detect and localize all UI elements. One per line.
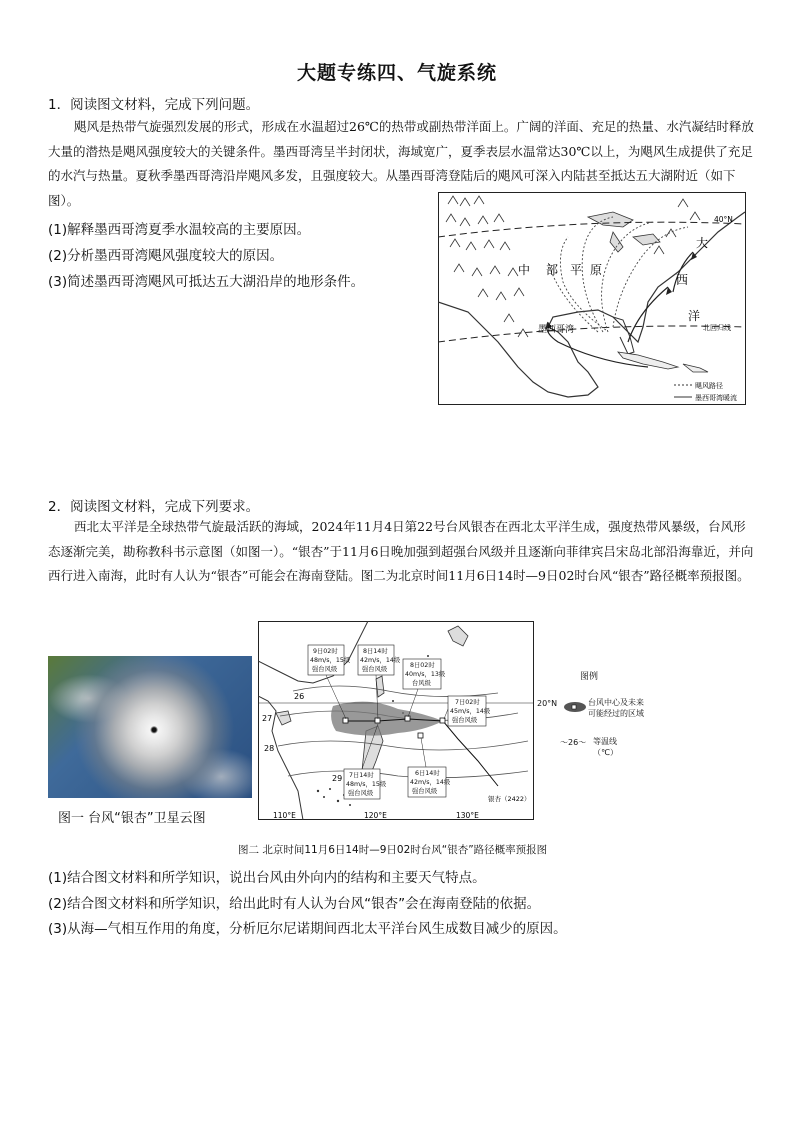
lon-120: 120°E xyxy=(364,811,387,820)
isotherm-26: 26 xyxy=(294,692,305,701)
q1-item-1: (1)解释墨西哥湾夏季水温较高的主要原因。 xyxy=(48,222,311,238)
box-7d02-speed: 45m/s，14级 xyxy=(450,708,491,715)
box-8d14-level: 强台风级 xyxy=(362,666,388,673)
box-7d14-speed: 48m/s，15级 xyxy=(346,781,387,788)
ocean-char-2: 西 xyxy=(676,273,689,287)
q1-paragraph: 飓风是热带气旋强烈发展的形式，形成在水温超过26℃的热带或副热带洋面上。广阔的洋面、充足的热量、水汽凝结时释放大量的潜热是飓风强度较大的关键条件。墨西哥湾呈半封闭状，海域宽广，夏季表层水温常达30℃以上，为飓风生成提供了充足的水汽与热量。夏秋季墨西哥湾沿岸飓风多发，且强度较大。从墨西哥湾登陆后的飓风可深入内陆甚至抵达五大湖附近（如下图）。 xyxy=(48,119,754,208)
legend-isotherm-symbol: ～26～ xyxy=(560,738,587,747)
q1-heading: 1．阅读图文材料，完成下列问题。 xyxy=(48,97,260,113)
region-char-3: 平 xyxy=(570,263,583,277)
hurricane-map xyxy=(438,192,746,405)
tropic-label: 北回归线 xyxy=(703,324,731,332)
box-6d14-speed: 42m/s，14级 xyxy=(410,779,451,786)
ocean-char-3: 洋 xyxy=(688,309,701,323)
q2-item-1: (1)结合图文材料和所学知识，说出台风由外向内的结构和主要天气特点。 xyxy=(48,870,486,886)
region-char-2: 部 xyxy=(546,263,559,277)
ocean-char-1: 大 xyxy=(696,236,709,250)
lat-20-label: 20°N xyxy=(537,699,558,708)
box-8d02-level: 台风级 xyxy=(412,680,431,687)
box-9d02-speed: 48m/s，15级 xyxy=(310,657,351,664)
box-7d14-time: 7日14时 xyxy=(349,772,374,779)
q2-item-3: (3)从海—气相互作用的角度，分析厄尔尼诺期间西北太平洋台风生成数目减少的原因。 xyxy=(48,921,567,937)
lon-130: 130°E xyxy=(456,811,479,820)
region-char-4: 原 xyxy=(590,263,603,277)
box-6d14-time: 6日14时 xyxy=(415,770,440,777)
typhoon-track-map xyxy=(258,621,534,820)
q2-paragraph: 西北太平洋是全球热带气旋最活跃的海域，2024年11月4日第22号台风银杏在西北太平洋生成，强度热带风暴级，台风形态逐渐完美，勘称教科书示意图（如图一）。“银杏”于11月6日晚加强到超强台风级并且逐渐向菲律宾吕宋岛北部沿海靠近，并向西行进入南海，此时有人认为“银杏”可能会在海南登陆。图二为北京时间11月6日14时—9日02时台风“银杏”路径概率预报图。 xyxy=(48,519,754,583)
fig2-caption: 图二 北京时间11月6日14时—9日02时台风“银杏”路径概率预报图 xyxy=(238,844,548,856)
isotherm-29: 29 xyxy=(332,774,343,783)
box-9d02-time: 9日02时 xyxy=(313,648,338,655)
legend-area-line1: 台风中心及未来 xyxy=(588,698,644,707)
box-6d14-level: 强台风级 xyxy=(412,788,438,795)
box-8d14-speed: 42m/s，14级 xyxy=(360,657,401,664)
legend-hurricane-path: 飓风路径 xyxy=(695,382,723,390)
box-7d02-time: 7日02时 xyxy=(455,699,480,706)
q2-item-2: (2)结合图文材料和所学知识，给出此时有人认为台风“银杏”会在海南登陆的依据。 xyxy=(48,896,541,912)
gulf-label: 墨西哥湾 xyxy=(538,325,575,335)
box-7d02-level: 强台风级 xyxy=(452,717,478,724)
box-7d14-level: 强台风级 xyxy=(348,790,374,797)
legend-isotherm-number: 26 xyxy=(568,738,579,747)
legend-title: 图例 xyxy=(580,672,599,682)
region-char-1: 中 xyxy=(518,263,531,277)
legend-isotherm-unit: （℃） xyxy=(593,748,618,757)
isotherm-27: 27 xyxy=(262,714,273,723)
legend-warm-current: 墨西哥湾暖流 xyxy=(695,394,737,402)
box-9d02-level: 强台风级 xyxy=(312,666,338,673)
page-title: 大题专练四、气旋系统 xyxy=(296,62,497,84)
legend-area-line2: 可能经过的区域 xyxy=(588,709,644,718)
box-8d02-time: 8日02时 xyxy=(410,662,435,669)
legend-cone-icon xyxy=(562,700,588,714)
q1-item-2: (2)分析墨西哥湾飓风强度较大的原因。 xyxy=(48,248,284,264)
box-8d14-time: 8日14时 xyxy=(363,648,388,655)
q2-heading: 2．阅读图文材料，完成下列要求。 xyxy=(48,499,260,515)
typhoon-satellite-image xyxy=(48,656,252,798)
lon-110: 110°E xyxy=(273,811,296,820)
q1-item-3: (3)简述墨西哥湾飓风可抵达五大湖沿岸的地形条件。 xyxy=(48,274,365,290)
isotherm-28: 28 xyxy=(264,744,275,753)
box-8d02-speed: 40m/s，13级 xyxy=(405,671,446,678)
storm-label: 银杏（2422） xyxy=(488,795,531,803)
legend-isotherm-label: 等温线 xyxy=(593,737,617,746)
lat-40-label: 40°N xyxy=(714,215,733,224)
fig1-caption: 图一 台风“银杏”卫星云图 xyxy=(58,811,206,826)
